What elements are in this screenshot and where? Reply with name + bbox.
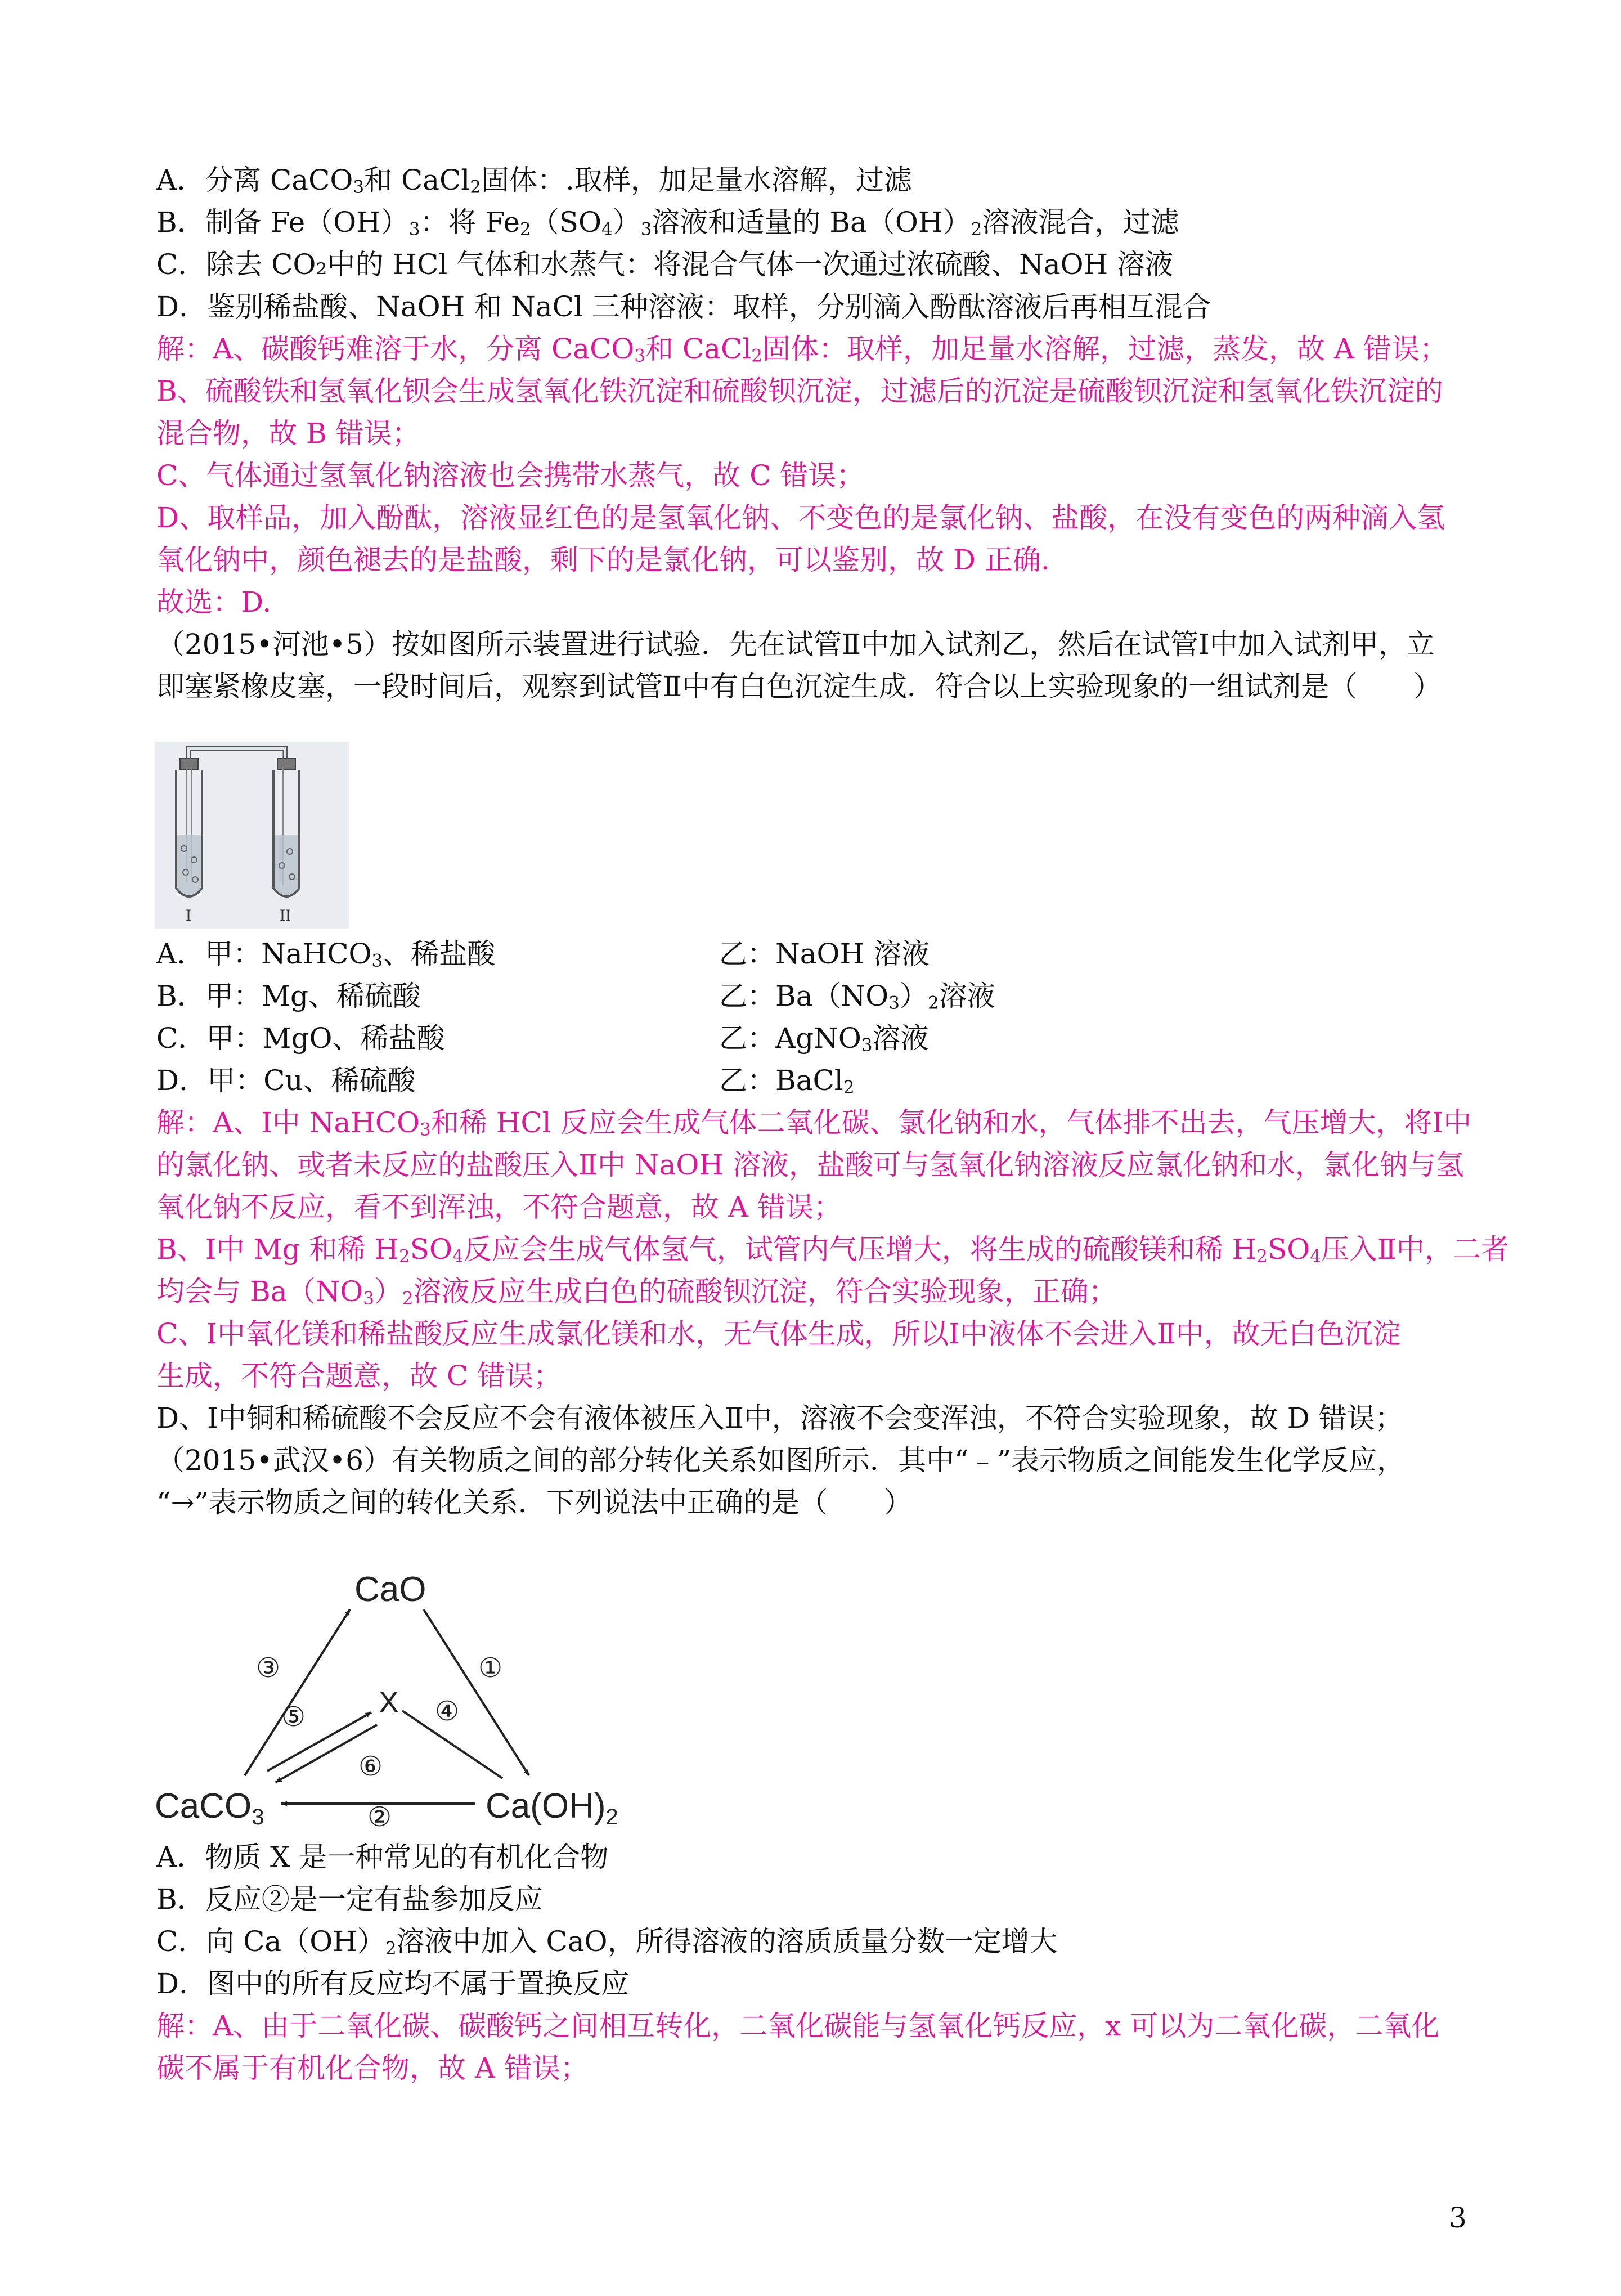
q2-option-b: B．甲：Mg、稀硫酸 乙：$Ba(NO_3)_2$溶液 xyxy=(156,980,995,1014)
page-number: 3 xyxy=(1449,2201,1467,2234)
q1-answer: 故选：D. xyxy=(156,586,272,618)
q3-option-b: B．反应②是一定有盐参加反应 xyxy=(156,1883,543,1916)
q2-stem-line2: 即塞紧橡皮塞，一段时间后，观察到试管Ⅱ中有白色沉淀生成．符合以上实验现象的一组试剂是（ ） xyxy=(156,670,1442,703)
label-6: ⑥ xyxy=(358,1751,383,1782)
arrow-3 xyxy=(245,1609,350,1775)
arrow-1 xyxy=(424,1609,529,1775)
q3-stem-line1: （2015•武汉•6）有关物质之间的部分转化关系如图所示．其中“﹣”表示物质之间能发生化学反应， xyxy=(156,1444,1406,1477)
q2-stem-line1: （2015•河池•5）按如图所示装置进行试验．先在试管Ⅱ中加入试剂乙，然后在试管Ⅰ中加入试剂甲，立 xyxy=(156,628,1435,661)
q3-solution-a-line2: 碳不属于有机化合物，故 A 错误； xyxy=(156,2052,589,2084)
node-x: X xyxy=(379,1685,399,1719)
q2-solution-b-line2: 均会与 $Ba(NO_3)_2$溶液反应生成白色的硫酸钡沉淀，符合实验现象，正确； xyxy=(156,1275,1117,1309)
tube-2-label: II xyxy=(280,906,291,925)
node-caco3: CaCO3 xyxy=(155,1787,264,1829)
q2-solution-a-line1: 解：A、Ⅰ中 NaHCO$_3$和稀 HCl 反应会生成气体二氧化碳、氯化钠和水，气体排不出去，气压增大，将Ⅰ中 xyxy=(156,1106,1472,1140)
node-cao: CaO xyxy=(354,1570,426,1609)
q2-solution-c-line2: 生成，不符合题意，故 C 错误； xyxy=(156,1360,562,1392)
q1-solution-b-line2: 混合物，故 B 错误； xyxy=(156,417,420,450)
label-2: ② xyxy=(367,1801,392,1829)
q3-option-a: A．物质 X 是一种常见的有机化合物 xyxy=(156,1841,609,1873)
q1-solution-d-line1: D、取样品，加入酚酞，溶液显红色的是氢氧化钠、不变色的是氯化钠、盐酸，在没有变色的两种滴入氢 xyxy=(156,501,1445,534)
q2-solution-d: D、Ⅰ中铜和稀硫酸不会反应不会有液体被压入Ⅱ中，溶液不会变浑浊，不符合实验现象，故 D 错误； xyxy=(156,1402,1403,1434)
q2-option-a: A．甲：NaHCO$_3$、稀盐酸 乙：NaOH 溶液 xyxy=(156,938,930,971)
q2-solution-a-line2: 的氯化钠、或者未反应的盐酸压入Ⅱ中 NaOH 溶液，盐酸可与氢氧化钠溶液反应氯化钠和水，氯化钠与氢 xyxy=(156,1149,1464,1181)
label-4: ④ xyxy=(435,1696,460,1727)
label-1: ① xyxy=(478,1652,503,1684)
q1-option-d: D．鉴别稀盐酸、NaOH 和 NaCl 三种溶液：取样，分别滴入酚酞溶液后再相互混合 xyxy=(156,290,1211,323)
q3-option-d: D．图中的所有反应均不属于置换反应 xyxy=(156,1967,630,2000)
q2-solution-c-line1: C、Ⅰ中氧化镁和稀盐酸反应生成氯化镁和水，无气体生成，所以Ⅰ中液体不会进入Ⅱ中，故无白色沉淀 xyxy=(156,1317,1401,1350)
label-3: ③ xyxy=(256,1652,281,1684)
q3-stem-line2: “→”表示物质之间的转化关系．下列说法中正确的是（ ） xyxy=(156,1486,913,1519)
q2-solution-b-line1: B、Ⅰ中 Mg 和稀 $H_2SO_4$反应会生成气体氢气，试管内气压增大，将生成的硫酸镁和稀 $H_2SO_4$压入Ⅱ中，二者 xyxy=(156,1233,1509,1267)
q2-option-c: C．甲：MgO、稀盐酸 乙：AgNO$_3$溶液 xyxy=(156,1022,929,1056)
node-caoh2: Ca(OH)2 xyxy=(486,1787,618,1829)
tube-1-label: I xyxy=(186,906,191,925)
conversion-diagram xyxy=(155,1562,667,1829)
q1-solution-a: 解：A、碳酸钙难溶于水，分离 CaCO$_3$和 CaCl$_2$固体：取样，加足量水溶解，过滤，蒸发，故 A 错误； xyxy=(156,333,1448,366)
q1-solution-d-line2: 氧化钠中，颜色褪去的是盐酸，剩下的是氯化钠，可以鉴别，故 D 正确. xyxy=(156,544,1050,576)
q2-option-d: D．甲：Cu、稀硫酸 乙：BaCl$_2$ xyxy=(156,1064,855,1098)
label-5: ⑤ xyxy=(281,1701,306,1733)
q2-solution-a-line3: 氧化钠不反应，看不到浑浊，不符合题意，故 A 错误； xyxy=(156,1191,842,1223)
q1-solution-b-line1: B、硫酸铁和氢氧化钡会生成氢氧化铁沉淀和硫酸钡沉淀，过滤后的沉淀是硫酸钡沉淀和氢氧化铁沉淀的 xyxy=(156,375,1443,407)
q1-option-a: A．分离 CaCO$_3$和 CaCl$_2$固体：.取样，加足量水溶解，过滤 xyxy=(156,164,912,198)
q3-option-c: C．向 $Ca(OH)_2$溶液中加入 CaO，所得溶液的溶质质量分数一定增大 xyxy=(156,1925,1058,1959)
test-tube-apparatus-figure xyxy=(155,742,349,929)
q1-option-b: B．制备 $Fe(OH)_3$：将 $Fe_2(SO_4)_3$溶液和适量的 $Ba(OH)_2$溶液混合，过滤 xyxy=(156,206,1179,240)
q1-option-c: C．除去 CO₂中的 HCl 气体和水蒸气：将混合气体一次通过浓硫酸、NaOH 溶液 xyxy=(156,248,1174,281)
q3-solution-a-line1: 解：A、由于二氧化碳、碳酸钙之间相互转化，二氧化碳能与氢氧化钙反应，x 可以为二氧化碳，二氧化 xyxy=(156,2010,1440,2042)
q1-solution-c: C、气体通过氢氧化钠溶液也会携带水蒸气，故 C 错误； xyxy=(156,459,865,492)
